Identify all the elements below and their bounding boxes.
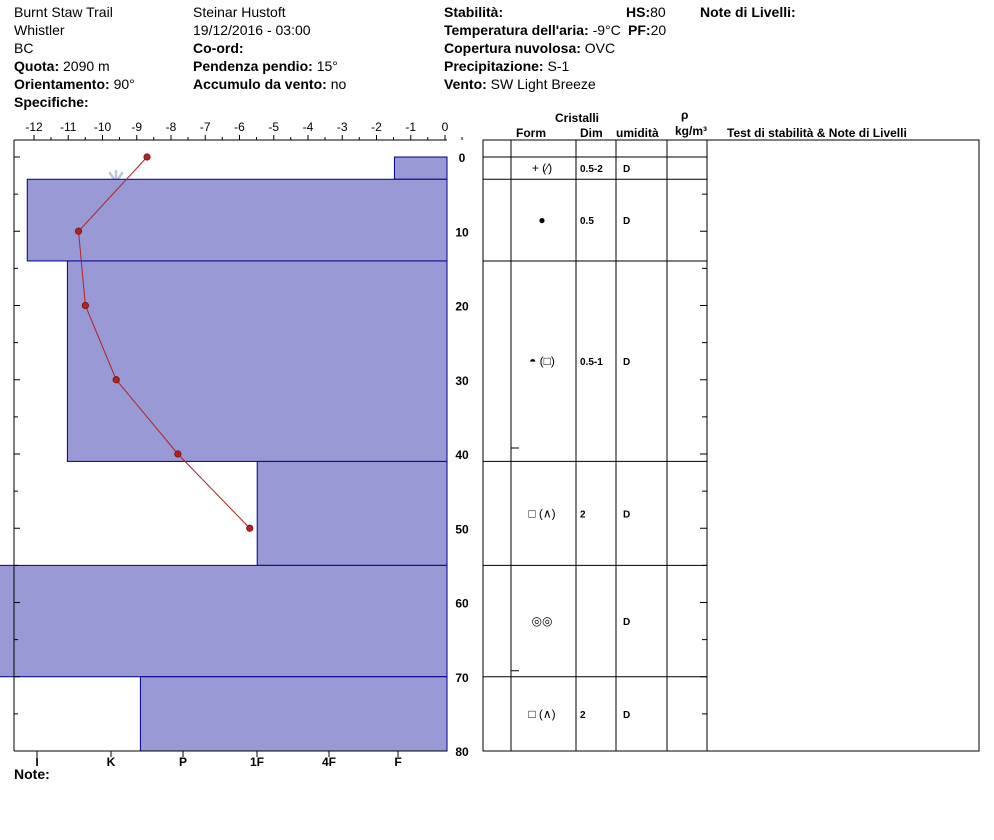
depth-tick-label: 70: [455, 670, 469, 685]
hardness-bar: [257, 461, 447, 565]
temp-tick-label: -11: [60, 120, 77, 134]
wind-loading-value: no: [330, 76, 347, 92]
location-name: Burnt Staw Trail: [14, 4, 113, 20]
slope-label: Pendenza pendio:: [193, 58, 313, 74]
hardness-tick-label: 1F: [249, 755, 265, 769]
coord-label: Co-ord:: [193, 40, 244, 56]
crystal-form: □ (∧): [528, 506, 556, 521]
temp-tick-label: -1: [405, 120, 417, 134]
aspect-label: Orientamento:: [14, 76, 110, 92]
observer-name: Steinar Hustoft: [193, 4, 286, 20]
crystal-size: 0.5: [580, 216, 594, 228]
depth-tick-label: 80: [455, 745, 469, 759]
observation-datetime: 19/12/2016 - 03:00: [193, 22, 311, 38]
air-temp-value: -9°C: [592, 22, 621, 38]
hardness-bar: [67, 261, 447, 461]
crystal-form: □ (∧): [528, 706, 556, 721]
depth-tick-label: 10: [455, 225, 469, 240]
note-label: Note:: [14, 766, 50, 782]
moisture-value: D: [623, 216, 631, 228]
hardness-bar: [0, 565, 447, 676]
crystal-form: ◎◎: [531, 614, 553, 629]
stability-label: Stabilità:: [444, 4, 504, 20]
moisture-header: umidità: [616, 126, 659, 140]
temperature-point: [82, 302, 88, 308]
temp-tick-label: -6: [234, 120, 245, 134]
crystal-size: 2: [580, 709, 586, 721]
form-header: Form: [516, 126, 546, 140]
moisture-value: D: [623, 509, 631, 521]
cloud-label: Copertura nuvolosa:: [444, 40, 581, 56]
precip-label: Precipitazione:: [444, 58, 544, 74]
temperature-point: [175, 451, 181, 457]
hardness-bar: [27, 179, 447, 261]
moisture-value: D: [623, 617, 631, 629]
hardness-tick-label: P: [178, 755, 188, 769]
crystal-form: ●: [538, 213, 546, 228]
wind-loading-label: Accumulo da vento:: [193, 76, 327, 92]
aspect-value: 90°: [113, 76, 135, 92]
stability-notes-header: Test di stabilità & Note di Livelli: [727, 126, 907, 140]
temperature-point: [75, 228, 81, 234]
crystal-size: 2: [580, 509, 586, 521]
depth-tick-label: 50: [455, 522, 469, 537]
crystal-form: + (⁄): [531, 161, 553, 176]
hardness-bar: [394, 157, 447, 179]
precip-value: S-1: [547, 58, 570, 74]
area-name: Whistler: [14, 22, 65, 38]
temp-tick-label: -5: [268, 120, 280, 134]
hardness-tick-label: 4F: [321, 755, 337, 769]
temp-tick-label: 0: [441, 120, 449, 134]
layer-notes-label: Note di Livelli:: [700, 4, 796, 20]
moisture-value: D: [623, 164, 631, 176]
pf-value: 20: [650, 22, 667, 38]
air-temp-label: Temperatura dell'aria:: [444, 22, 589, 38]
temp-tick-label: -3: [336, 120, 348, 134]
temp-tick-label: -12: [25, 120, 43, 134]
density-symbol: ρ: [681, 108, 689, 122]
moisture-value: D: [623, 357, 631, 369]
slope-value: 15°: [316, 58, 338, 74]
wind-label: Vento:: [444, 76, 487, 92]
crystal-form: ◓ (□): [529, 354, 555, 369]
pf-label: PF:: [628, 22, 651, 38]
crystal-size: 0.5-2: [580, 164, 603, 176]
elevation-label: Quota:: [14, 58, 60, 74]
moisture-value: D: [623, 709, 631, 721]
elevation-value: 2090 m: [63, 58, 110, 74]
temp-tick-label: -8: [165, 120, 177, 134]
size-header: Dim: [580, 126, 603, 140]
region-name: BC: [14, 40, 34, 56]
density-unit: kg/m³: [675, 124, 708, 138]
cloud-value: OVC: [584, 40, 616, 56]
wind-value: SW Light Breeze: [490, 76, 596, 92]
temp-tick-label: -4: [302, 120, 314, 134]
temp-tick-label: -2: [371, 120, 382, 134]
temperature-point: [247, 525, 253, 531]
depth-tick-label: 60: [455, 596, 469, 611]
hs-label: HS:: [626, 4, 651, 20]
crystals-header: Cristalli: [555, 111, 600, 125]
hardness-bar: [140, 677, 447, 751]
temp-tick-label: -7: [199, 120, 211, 134]
temperature-point: [144, 154, 150, 160]
hardness-tick-label: F: [394, 755, 402, 769]
depth-tick-label: 0: [458, 151, 466, 165]
layer-table-frame: [483, 140, 979, 751]
crystal-size: 0.5-1: [580, 357, 603, 369]
hardness-tick-label: K: [106, 755, 116, 769]
depth-tick-label: 30: [455, 373, 469, 388]
specifics-label: Specifiche:: [14, 94, 89, 110]
temperature-point: [113, 377, 119, 383]
hardness-tick-label: I: [35, 755, 39, 769]
depth-tick-label: 40: [455, 448, 469, 462]
temp-tick-label: -10: [93, 120, 112, 134]
temp-tick-label: -9: [131, 120, 143, 134]
hs-value: 80: [650, 4, 666, 20]
depth-tick-label: 20: [455, 299, 469, 314]
